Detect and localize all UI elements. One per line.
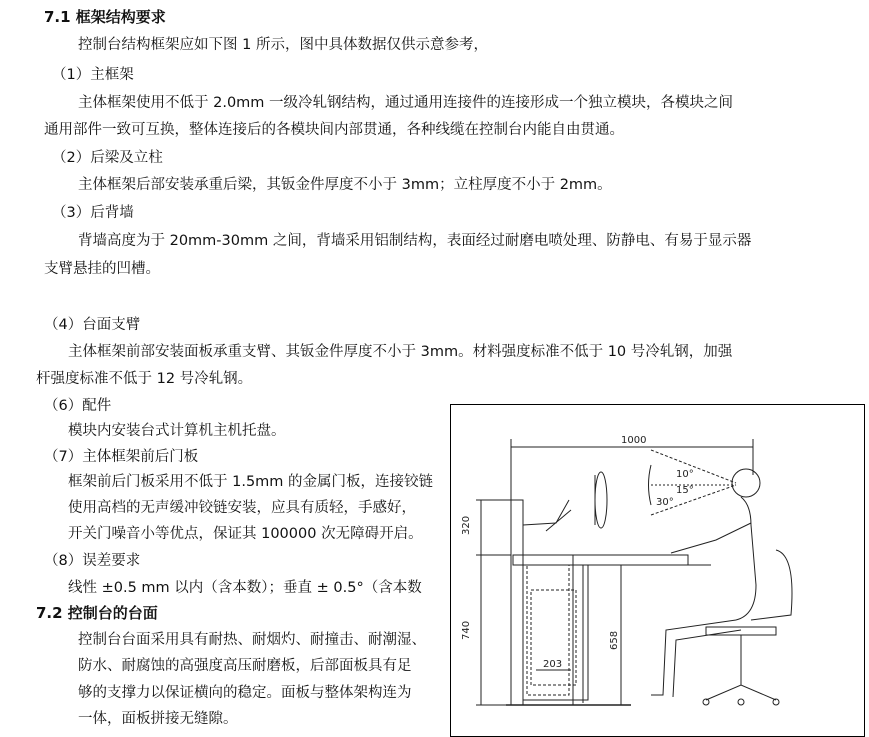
item-8-line-1: 线性 ±0.5 mm 以内（含本数）；垂直 ± 0.5°（含本数: [68, 580, 422, 596]
monitor-arm: [523, 500, 569, 525]
item-7-line-1: 框架前后门板采用不低于 1.5mm 的金属门板，连接铰链: [68, 474, 434, 490]
item-7-line-3: 开关门噪音小等优点，保证其 100000 次无障碍开启。: [68, 526, 423, 542]
section-7-2-line-3: 够的支撑力以保证横向的稳定。面板与整体架构连为: [78, 685, 412, 701]
item-3-heading: （3）后背墙: [52, 205, 134, 221]
item-1-line-1: 主体框架使用不低于 2.0mm 一级冷轧钢结构，通过通用连接件的连接形成一个独立模块，各模块之间: [78, 95, 734, 111]
item-3-line-2: 支臂悬挂的凹槽。: [44, 261, 160, 277]
item-1-line-2: 通用部件一致可互换，整体连接后的各模块间内部贯通，各种线缆在控制台内能自由贯通。: [44, 122, 624, 138]
item-1-heading: （1）主框架: [52, 67, 134, 83]
chair-base: [706, 685, 776, 700]
chair-back: [751, 550, 792, 620]
cabinet: [523, 565, 588, 700]
section-7-2-line-2: 防水、耐腐蚀的高强度高压耐磨板，后部面板具有足: [78, 658, 412, 674]
item-4-heading: （4）台面支臂: [44, 317, 141, 333]
console-frame-drawing: [451, 405, 865, 737]
shelf-dim-label: 203: [543, 659, 563, 670]
desk-top: [513, 555, 688, 565]
item-8-heading: （8）误差要求: [44, 553, 141, 569]
item-7-line-2: 使用高档的无声缓冲铰链安装，应具有质轻，手感好，: [68, 500, 416, 516]
item-6-line-1: 模块内安装台式计算机主机托盘。: [68, 423, 286, 439]
person-torso: [736, 497, 756, 620]
section-7-2-line-4: 一体，面板拼接无缝隙。: [78, 711, 238, 727]
angle-a-label: 10°: [676, 469, 694, 480]
monitor: [595, 472, 607, 528]
item-3-line-1: 背墙高度为于 20mm-30mm 之间，背墙采用铝制结构，表面经过耐磨电喷处理、防静电、有易于显示器: [78, 233, 752, 249]
top-dim-label: 320: [461, 515, 472, 535]
angle-b-label: 15°: [676, 485, 694, 496]
item-2-heading: （2）后梁及立柱: [52, 150, 163, 166]
rear-wall: [511, 500, 523, 705]
rear-frame-inner: [527, 565, 569, 695]
person-arm: [671, 523, 751, 553]
item-4-line-1: 主体框架前部安装面板承重支臂、其钣金件厚度不小于 3mm。材料强度标准不低于 10 号冷轧钢，加强: [68, 344, 733, 360]
item-6-heading: （6）配件: [44, 398, 112, 414]
person-legs: [651, 620, 736, 695]
item-4-line-2: 杆强度标准不低于 12 号冷轧钢。: [36, 371, 253, 387]
angle-c-label: 30°: [656, 497, 674, 508]
desk-dim-label: 658: [609, 630, 620, 650]
section-7-1-title: 7.1 框架结构要求: [44, 8, 166, 26]
width-dim-label: 1000: [621, 435, 647, 446]
item-7-heading: （7）主体框架前后门板: [44, 449, 199, 465]
person-head: [732, 469, 760, 497]
console-frame-figure: [450, 404, 865, 737]
item-2-line-1: 主体框架后部安装承重后梁，其钣金件厚度不小于 3mm；立柱厚度不小于 2mm。: [78, 177, 612, 193]
section-7-1-intro: 控制台结构框架应如下图 1 所示，图中具体数据仅供示意参考，: [78, 37, 488, 53]
height-dim-label: 740: [461, 620, 472, 640]
section-7-2-line-1: 控制台台面采用具有耐热、耐烟灼、耐撞击、耐潮湿、: [78, 632, 426, 648]
section-7-2-title: 7.2 控制台的台面: [36, 604, 158, 622]
